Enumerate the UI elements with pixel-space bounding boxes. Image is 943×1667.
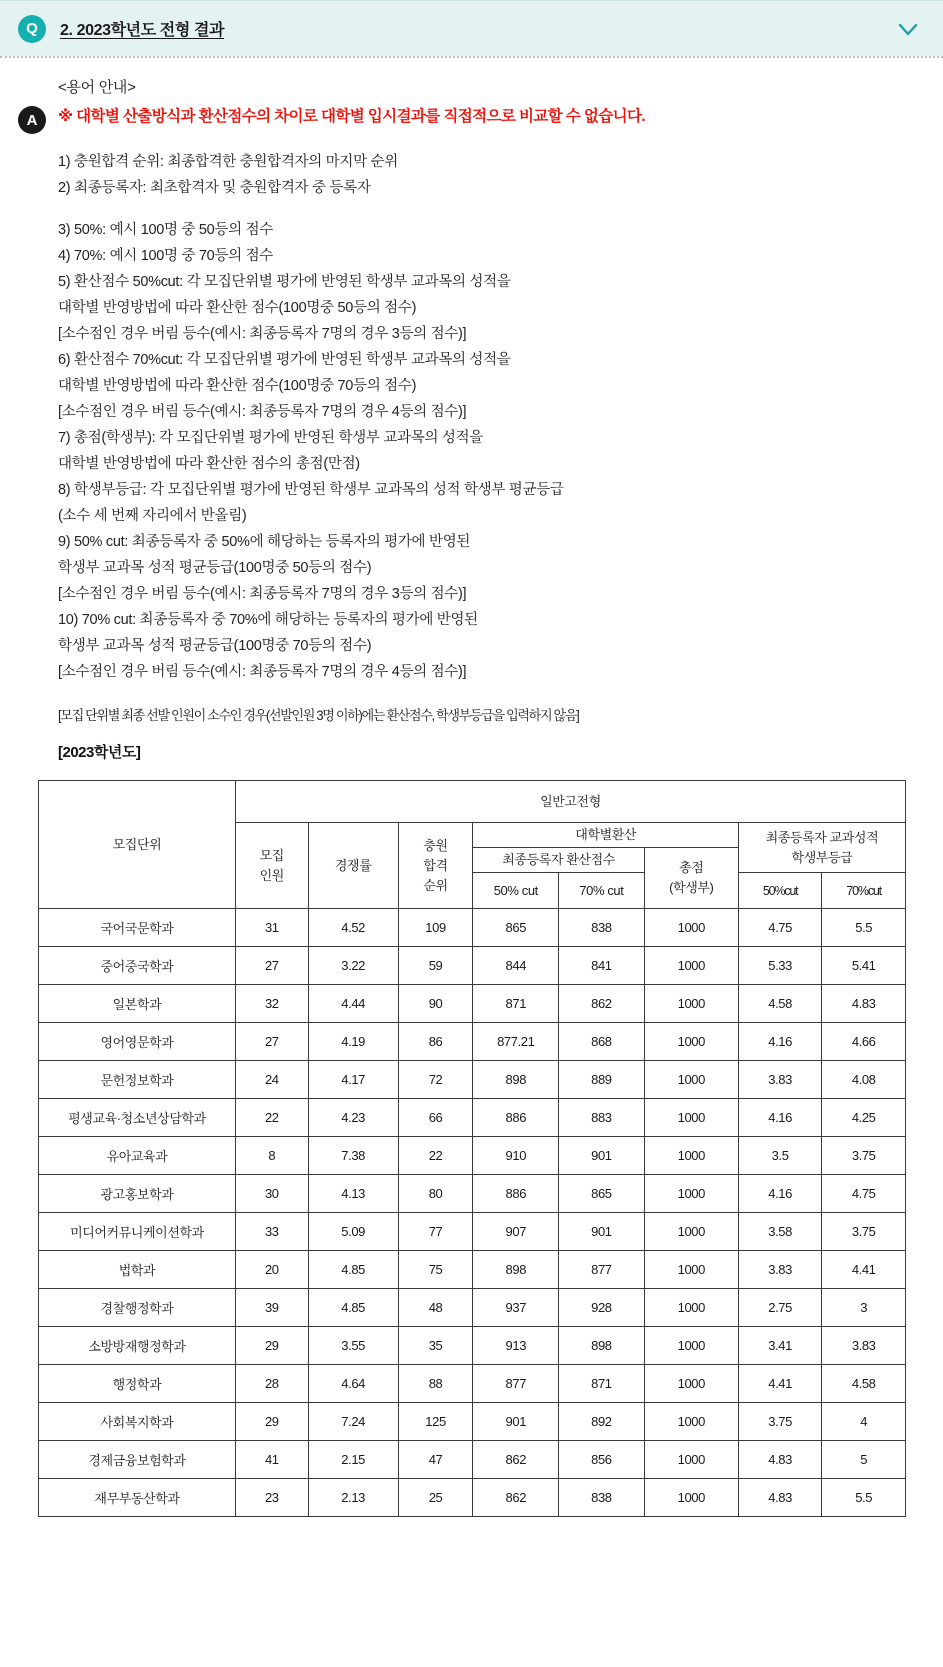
admission-results-table: [38, 780, 906, 1517]
chevron-down-icon[interactable]: [895, 16, 921, 42]
cell-unit-name: 광고홍보학과: [39, 1175, 236, 1213]
cell-grade-cut50: 4.16: [738, 1099, 821, 1137]
cell-converted-cut50: 898: [473, 1251, 559, 1289]
cell-unit-name: 소방방재행정학과: [39, 1327, 236, 1365]
cell-grade-cut50: 3.83: [738, 1251, 821, 1289]
cell-waitlist-rank: 59: [398, 947, 473, 985]
definition-line: [소수점인 경우 버림 등수(예시: 최종등록자 7명의 경우 4등의 점수)]: [58, 664, 467, 681]
cell-converted-cut70: 889: [559, 1061, 645, 1099]
cell-unit-name: 일본학과: [39, 985, 236, 1023]
cell-converted-cut50: 937: [473, 1289, 559, 1327]
table-row: [39, 1327, 906, 1365]
cell-waitlist-rank: 25: [398, 1479, 473, 1517]
cell-grade-cut50: 3.83: [738, 1061, 821, 1099]
definition-line: 학생부 교과목 성적 평균등급(100명중 70등의 점수): [58, 638, 372, 655]
cell-grade-cut70: 4.66: [822, 1023, 906, 1061]
definition-line: 5) 환산점수 50%cut: 각 모집단위별 평가에 반영된 학생부 교과목의 성적을: [58, 274, 511, 291]
answer-content: [20, 76, 923, 762]
cell-converted-cut50: 844: [473, 947, 559, 985]
cell-converted-cut70: 856: [559, 1441, 645, 1479]
cell-competition-rate: 4.13: [308, 1175, 398, 1213]
cell-quota: 23: [235, 1479, 308, 1517]
cell-total-score: 1000: [644, 1213, 738, 1251]
cell-competition-rate: 2.13: [308, 1479, 398, 1517]
table-row: [39, 1251, 906, 1289]
table-row: [39, 909, 906, 947]
cell-grade-cut50: 4.58: [738, 985, 821, 1023]
faq-title[interactable]: 2. 2023학년도 전형 결과: [60, 22, 225, 39]
cell-unit-name: 법학과: [39, 1251, 236, 1289]
faq-answer-body: [0, 58, 943, 780]
cell-converted-cut50: 907: [473, 1213, 559, 1251]
table-row: [39, 1365, 906, 1403]
th-quota: [235, 823, 308, 909]
th-waitlist-rank: [398, 823, 473, 909]
table-row: [39, 1441, 906, 1479]
cell-quota: 32: [235, 985, 308, 1023]
definition-line: [소수점인 경우 버림 등수(예시: 최종등록자 7명의 경우 3등의 점수)]: [58, 326, 467, 343]
cell-quota: 27: [235, 1023, 308, 1061]
cell-grade-cut70: 5.41: [822, 947, 906, 985]
cell-converted-cut50: 865: [473, 909, 559, 947]
definition-line: 대학별 반영방법에 따라 환산한 점수의 총점(만점): [58, 456, 360, 473]
cell-total-score: 1000: [644, 1175, 738, 1213]
table-row: [39, 1137, 906, 1175]
cell-quota: 30: [235, 1175, 308, 1213]
th-waitlist-line1: 충원: [423, 837, 448, 853]
cell-competition-rate: 4.85: [308, 1289, 398, 1327]
cell-quota: 41: [235, 1441, 308, 1479]
cell-grade-cut70: 3.75: [822, 1213, 906, 1251]
cell-grade-cut70: 3.75: [822, 1137, 906, 1175]
cell-quota: 8: [235, 1137, 308, 1175]
cell-competition-rate: 5.09: [308, 1213, 398, 1251]
cell-converted-cut70: 865: [559, 1175, 645, 1213]
cell-competition-rate: 3.55: [308, 1327, 398, 1365]
cell-grade-cut50: 4.83: [738, 1479, 821, 1517]
table-row: [39, 1023, 906, 1061]
definition-line: 9) 50% cut: 최종등록자 중 50%에 해당하는 등록자의 평가에 반영된: [58, 534, 471, 551]
definition-line: 학생부 교과목 성적 평균등급(100명중 50등의 점수): [58, 560, 372, 577]
th-quota-line1: 모집: [259, 847, 284, 863]
cell-grade-cut70: 4: [822, 1403, 906, 1441]
cell-unit-name: 중어중국학과: [39, 947, 236, 985]
cell-converted-cut70: 898: [559, 1327, 645, 1365]
definition-line: 대학별 반영방법에 따라 환산한 점수(100명중 70등의 점수): [58, 378, 417, 395]
cell-waitlist-rank: 80: [398, 1175, 473, 1213]
cell-unit-name: 문헌정보학과: [39, 1061, 236, 1099]
cell-grade-cut70: 5: [822, 1441, 906, 1479]
cell-grade-cut50: 3.75: [738, 1403, 821, 1441]
cell-grade-cut50: 3.58: [738, 1213, 821, 1251]
cell-total-score: 1000: [644, 1365, 738, 1403]
cell-grade-cut70: 5.5: [822, 1479, 906, 1517]
cell-converted-cut50: 901: [473, 1403, 559, 1441]
cell-converted-cut70: 871: [559, 1365, 645, 1403]
cell-waitlist-rank: 125: [398, 1403, 473, 1441]
cell-converted-cut70: 862: [559, 985, 645, 1023]
cell-converted-cut70: 901: [559, 1213, 645, 1251]
cell-grade-cut70: 4.75: [822, 1175, 906, 1213]
table-head: [39, 781, 906, 909]
cell-quota: 39: [235, 1289, 308, 1327]
cell-competition-rate: 4.19: [308, 1023, 398, 1061]
terminology-heading: <용어 안내>: [58, 79, 136, 96]
cell-competition-rate: 7.38: [308, 1137, 398, 1175]
cell-converted-cut50: 886: [473, 1099, 559, 1137]
th-total-score: [644, 848, 738, 909]
table-row: [39, 1099, 906, 1137]
cell-grade-cut50: 5.33: [738, 947, 821, 985]
cell-competition-rate: 4.85: [308, 1251, 398, 1289]
cell-competition-rate: 4.23: [308, 1099, 398, 1137]
cell-competition-rate: 4.52: [308, 909, 398, 947]
cell-quota: 33: [235, 1213, 308, 1251]
cell-waitlist-rank: 90: [398, 985, 473, 1023]
table-row: [39, 1175, 906, 1213]
table-row: [39, 1403, 906, 1441]
cell-competition-rate: 4.64: [308, 1365, 398, 1403]
th-grade-group-line2: 학생부등급: [791, 849, 853, 865]
definition-line: 7) 총점(학생부): 각 모집단위별 평가에 반영된 학생부 교과목의 성적을: [58, 430, 483, 447]
cell-waitlist-rank: 47: [398, 1441, 473, 1479]
answer-badge-wrapper: [18, 106, 46, 134]
table-row: [39, 985, 906, 1023]
cell-unit-name: 경제금융보험학과: [39, 1441, 236, 1479]
cell-waitlist-rank: 86: [398, 1023, 473, 1061]
cell-converted-cut70: 892: [559, 1403, 645, 1441]
cell-converted-cut70: 877: [559, 1251, 645, 1289]
definition-line: [소수점인 경우 버림 등수(예시: 최종등록자 7명의 경우 4등의 점수)]: [58, 404, 467, 421]
cell-total-score: 1000: [644, 1403, 738, 1441]
cell-total-score: 1000: [644, 1099, 738, 1137]
cell-grade-cut70: 4.08: [822, 1061, 906, 1099]
definition-line: 대학별 반영방법에 따라 환산한 점수(100명중 50등의 점수): [58, 300, 417, 317]
cell-waitlist-rank: 88: [398, 1365, 473, 1403]
cell-converted-cut50: 886: [473, 1175, 559, 1213]
cell-unit-name: 국어국문학과: [39, 909, 236, 947]
cell-unit-name: 경찰행정학과: [39, 1289, 236, 1327]
cell-unit-name: 미디어커뮤니케이션학과: [39, 1213, 236, 1251]
cell-converted-cut50: 877: [473, 1365, 559, 1403]
cell-grade-cut70: 3.83: [822, 1327, 906, 1365]
header-row-1: [39, 781, 906, 823]
cell-waitlist-rank: 22: [398, 1137, 473, 1175]
cell-quota: 27: [235, 947, 308, 985]
th-conversion-group: 대학별환산: [473, 823, 738, 848]
table-row: [39, 1479, 906, 1517]
th-converted-score: 최종등록자 환산점수: [473, 848, 644, 873]
cell-quota: 28: [235, 1365, 308, 1403]
cell-grade-cut50: 4.83: [738, 1441, 821, 1479]
table-row: [39, 1289, 906, 1327]
cell-unit-name: 영어영문학과: [39, 1023, 236, 1061]
table-row: [39, 947, 906, 985]
cell-grade-cut70: 4.58: [822, 1365, 906, 1403]
table-row: [39, 1061, 906, 1099]
cell-converted-cut50: 862: [473, 1479, 559, 1517]
cell-total-score: 1000: [644, 1251, 738, 1289]
cell-grade-cut50: 4.16: [738, 1175, 821, 1213]
cell-converted-cut70: 901: [559, 1137, 645, 1175]
th-cut50-grade: 50%cut: [738, 873, 821, 909]
cell-waitlist-rank: 72: [398, 1061, 473, 1099]
cell-total-score: 1000: [644, 985, 738, 1023]
cell-waitlist-rank: 66: [398, 1099, 473, 1137]
cell-competition-rate: 4.17: [308, 1061, 398, 1099]
th-competition: 경쟁률: [308, 823, 398, 909]
cell-grade-cut50: 3.41: [738, 1327, 821, 1365]
cell-unit-name: 유아교육과: [39, 1137, 236, 1175]
cell-competition-rate: 2.15: [308, 1441, 398, 1479]
cell-waitlist-rank: 109: [398, 909, 473, 947]
th-grade-group-line1: 최종등록자 교과성적: [765, 829, 879, 845]
cell-converted-cut70: 838: [559, 909, 645, 947]
th-waitlist-line3: 순위: [423, 877, 448, 893]
cell-quota: 24: [235, 1061, 308, 1099]
cell-quota: 29: [235, 1403, 308, 1441]
cell-converted-cut70: 838: [559, 1479, 645, 1517]
definition-line: 10) 70% cut: 최종등록자 중 70%에 해당하는 등록자의 평가에 반영된: [58, 612, 478, 629]
cell-converted-cut50: 871: [473, 985, 559, 1023]
cell-grade-cut70: 5.5: [822, 909, 906, 947]
year-label: [2023학년도]: [58, 744, 141, 762]
cell-grade-cut50: 4.16: [738, 1023, 821, 1061]
selection-footnote: [모집 단위별 최종 선발 인원이 소수인 경우(선발인원 3명 이하)에는 환산점수, 학생부등급을 입력하지 않음]: [58, 708, 579, 724]
cell-grade-cut70: 4.41: [822, 1251, 906, 1289]
cell-grade-cut70: 4.83: [822, 985, 906, 1023]
cell-total-score: 1000: [644, 1441, 738, 1479]
cell-grade-cut50: 3.5: [738, 1137, 821, 1175]
cell-converted-cut50: 862: [473, 1441, 559, 1479]
results-table-wrapper: [0, 780, 943, 1517]
cell-competition-rate: 7.24: [308, 1403, 398, 1441]
table-row: [39, 1213, 906, 1251]
cell-waitlist-rank: 48: [398, 1289, 473, 1327]
cell-grade-cut50: 4.75: [738, 909, 821, 947]
th-total-line2: (학생부): [669, 880, 714, 896]
cell-waitlist-rank: 35: [398, 1327, 473, 1365]
cell-converted-cut70: 868: [559, 1023, 645, 1061]
definition-line: 3) 50%: 예시 100명 중 50등의 점수: [58, 222, 273, 239]
cell-waitlist-rank: 77: [398, 1213, 473, 1251]
cell-converted-cut50: 877.21: [473, 1023, 559, 1061]
cell-converted-cut50: 913: [473, 1327, 559, 1365]
cell-grade-cut70: 3: [822, 1289, 906, 1327]
cell-converted-cut70: 883: [559, 1099, 645, 1137]
cell-total-score: 1000: [644, 1023, 738, 1061]
cell-grade-cut50: 4.41: [738, 1365, 821, 1403]
cell-total-score: 1000: [644, 1137, 738, 1175]
cell-converted-cut70: 928: [559, 1289, 645, 1327]
th-cut70-score: 70% cut: [559, 873, 645, 909]
question-badge: Q: [18, 15, 46, 43]
cell-unit-name: 사회복지학과: [39, 1403, 236, 1441]
cell-quota: 20: [235, 1251, 308, 1289]
definition-line: (소수 세 번째 자리에서 반올림): [58, 508, 247, 525]
th-admission-type: 일반고전형: [235, 781, 905, 823]
faq-question-header[interactable]: [0, 0, 943, 56]
th-unit: 모집단위: [39, 781, 236, 909]
cell-unit-name: 행정학과: [39, 1365, 236, 1403]
answer-badge: A: [18, 106, 46, 134]
th-total-line1: 총점: [679, 860, 704, 876]
cell-converted-cut50: 910: [473, 1137, 559, 1175]
definition-line: 8) 학생부등급: 각 모집단위별 평가에 반영된 학생부 교과목의 성적 학생부 평균등급: [58, 482, 564, 499]
cell-converted-cut70: 841: [559, 947, 645, 985]
cell-grade-cut70: 4.25: [822, 1099, 906, 1137]
definition-line: [소수점인 경우 버림 등수(예시: 최종등록자 7명의 경우 3등의 점수)]: [58, 586, 467, 603]
definition-line: 6) 환산점수 70%cut: 각 모집단위별 평가에 반영된 학생부 교과목의 성적을: [58, 352, 511, 369]
cell-total-score: 1000: [644, 1327, 738, 1365]
cell-converted-cut50: 898: [473, 1061, 559, 1099]
cell-quota: 22: [235, 1099, 308, 1137]
cell-quota: 29: [235, 1327, 308, 1365]
cell-total-score: 1000: [644, 1061, 738, 1099]
th-cut50-score: 50% cut: [473, 873, 559, 909]
th-quota-line2: 인원: [259, 867, 284, 883]
definition-line: 1) 충원합격 순위: 최종합격한 충원합격자의 마지막 순위: [58, 154, 398, 171]
warning-notice: ※ 대학별 산출방식과 환산점수의 차이로 대학별 입시결과를 직접적으로 비교할 수 없습니다.: [58, 108, 646, 125]
th-grade-group: [738, 823, 905, 873]
cell-competition-rate: 4.44: [308, 985, 398, 1023]
cell-waitlist-rank: 75: [398, 1251, 473, 1289]
th-waitlist-line2: 합격: [423, 857, 448, 873]
definition-line: 4) 70%: 예시 100명 중 70등의 점수: [58, 248, 273, 265]
cell-unit-name: 평생교육·청소년상담학과: [39, 1099, 236, 1137]
cell-unit-name: 재무부동산학과: [39, 1479, 236, 1517]
definition-line: 2) 최종등록자: 최초합격자 및 충원합격자 중 등록자: [58, 180, 371, 197]
cell-total-score: 1000: [644, 1479, 738, 1517]
cell-grade-cut50: 2.75: [738, 1289, 821, 1327]
cell-quota: 31: [235, 909, 308, 947]
table-body: [39, 909, 906, 1517]
cell-competition-rate: 3.22: [308, 947, 398, 985]
cell-total-score: 1000: [644, 909, 738, 947]
cell-total-score: 1000: [644, 1289, 738, 1327]
th-cut70-grade: 70%cut: [822, 873, 906, 909]
cell-total-score: 1000: [644, 947, 738, 985]
